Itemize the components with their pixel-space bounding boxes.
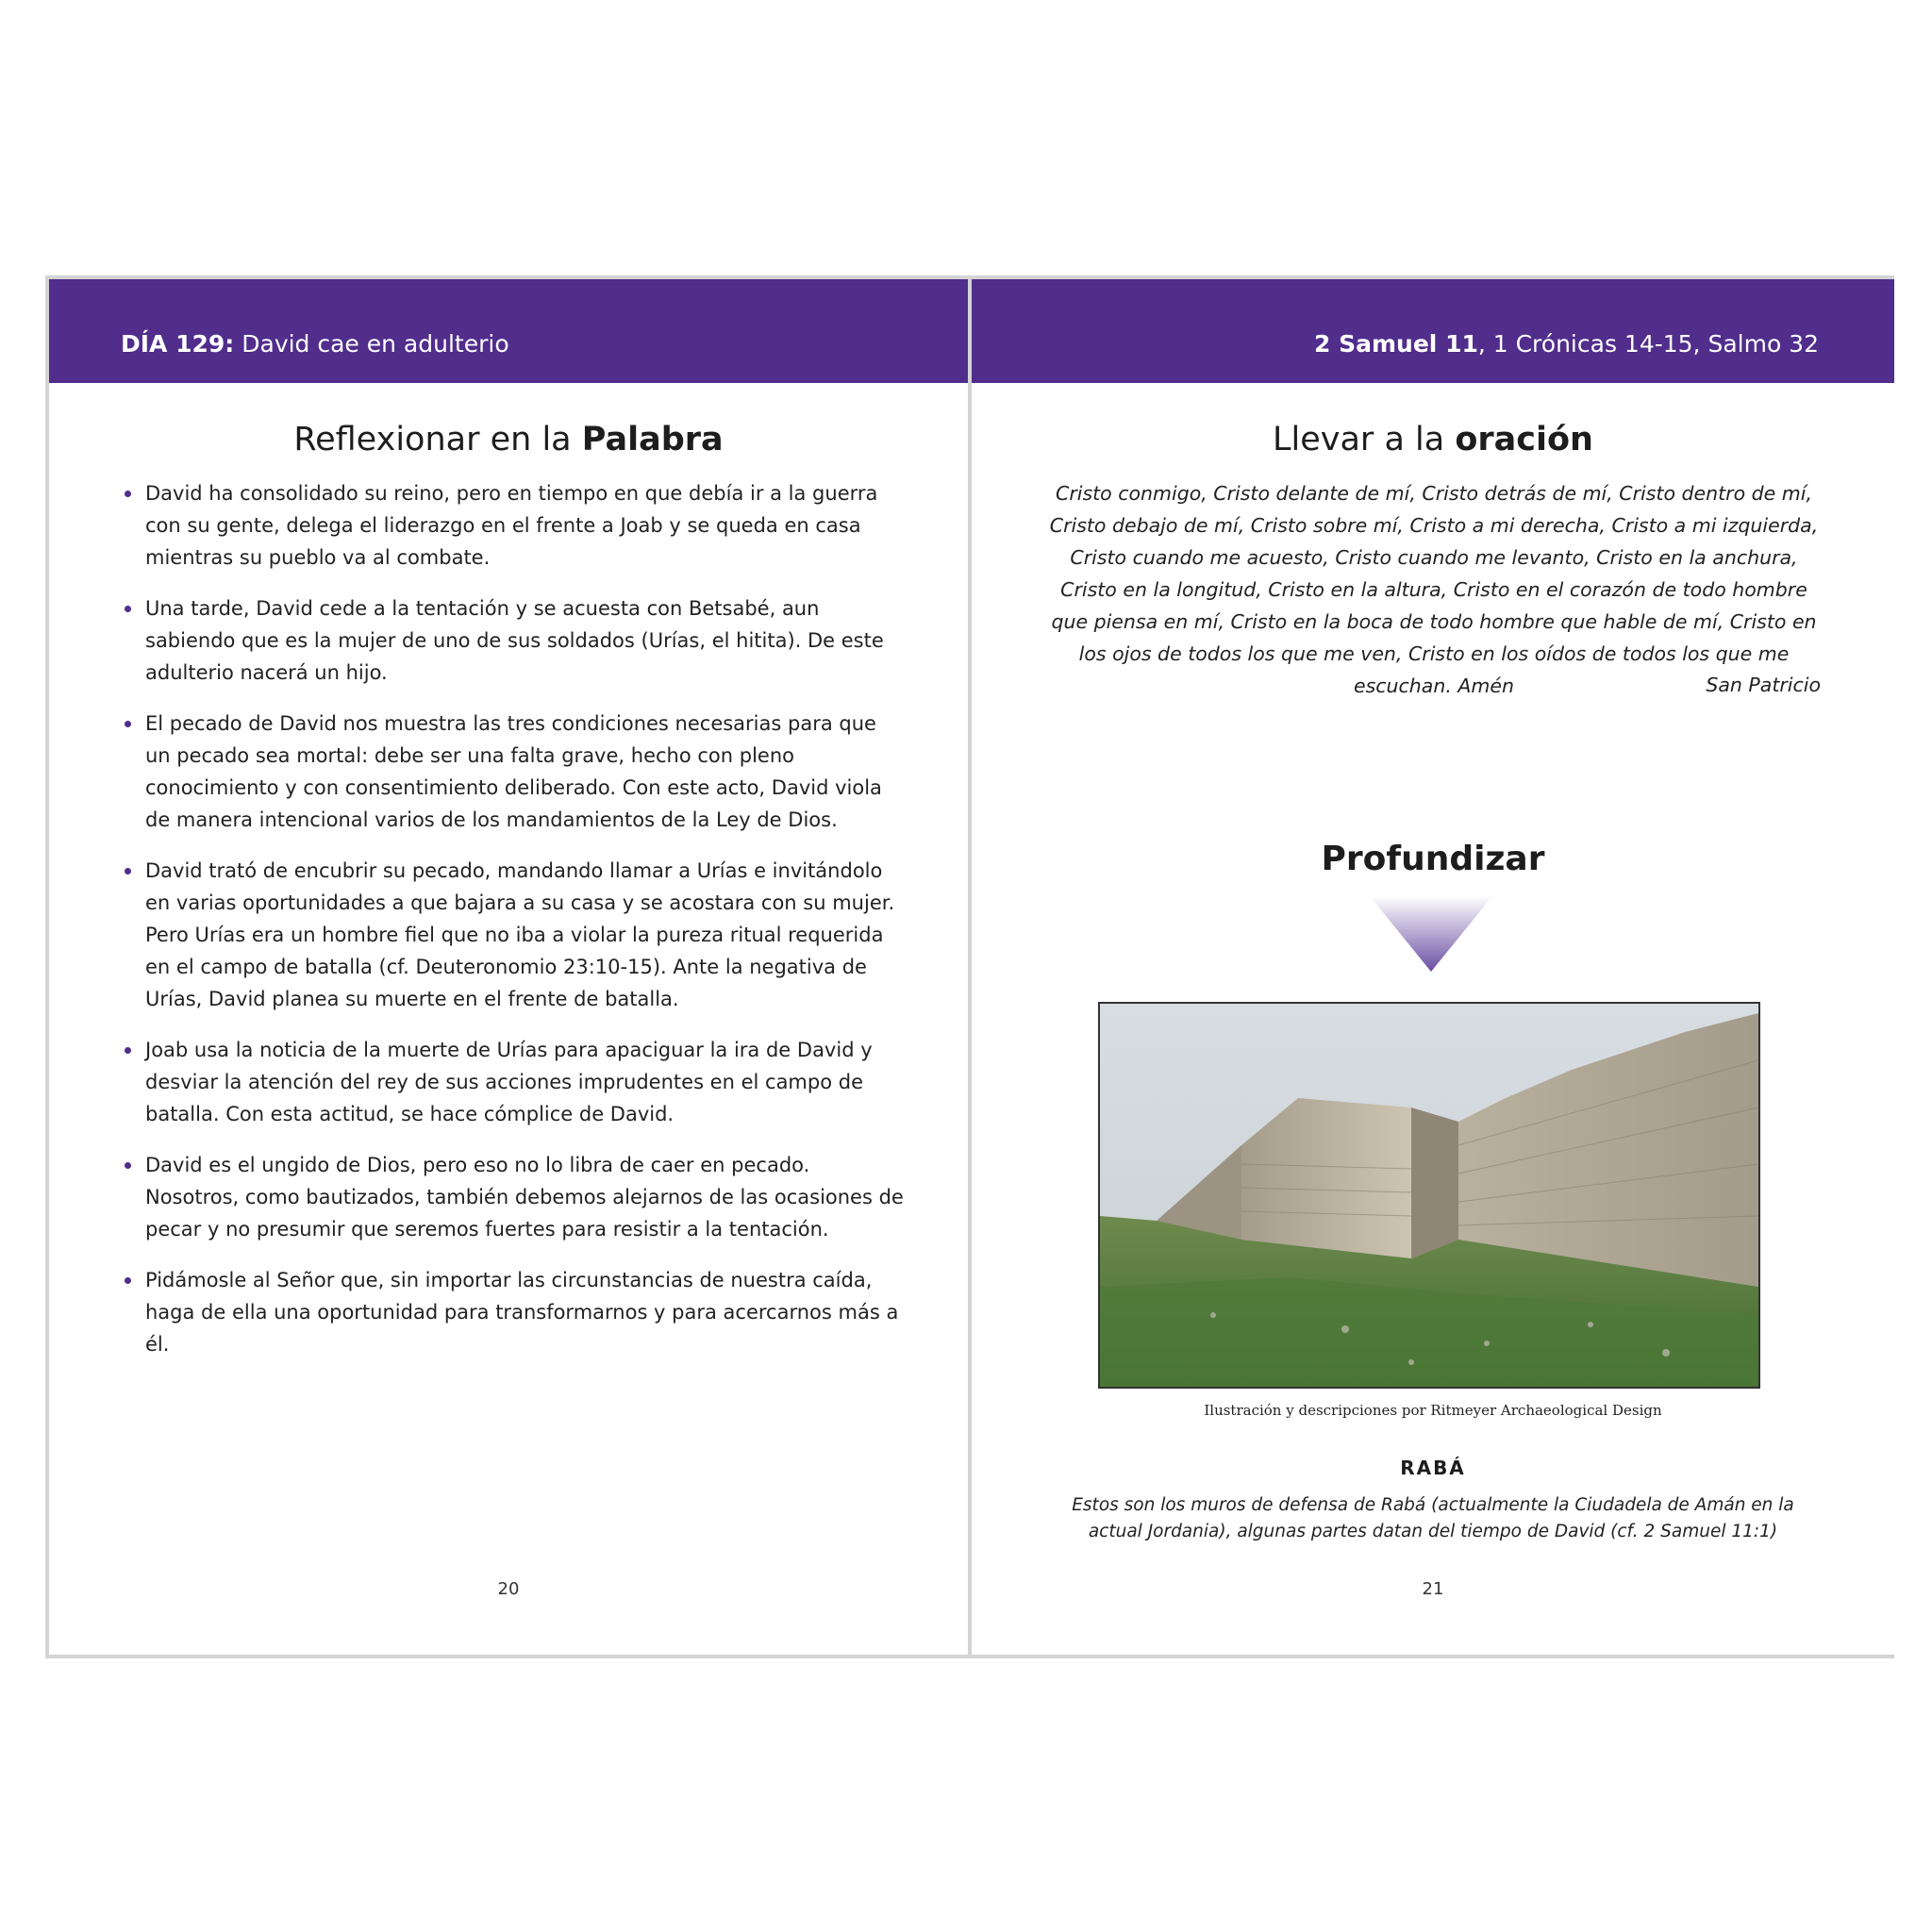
photo-credit: Ilustración y descripciones por Ritmeyer Archaeological Design	[1204, 1402, 1662, 1419]
reflect-title-light: Reflexionar en la	[293, 421, 582, 458]
down-triangle-icon	[1370, 896, 1492, 972]
reflect-title-bold: Palabra	[581, 421, 724, 458]
page-number-right: 21	[1422, 1579, 1444, 1599]
book-spread	[45, 275, 1894, 1658]
prayer-text: Cristo conmigo, Cristo delante de mí, Cristo detrás de mí, Cristo dentro de mí, Cristo debajo de mí, Cristo sobre mí, Cristo a mi derecha, Cristo a mi izquierda, Cristo cuando me acuesto, Cristo cuando me levanto, Cristo en la anchura, Cristo en la longitud, Cristo en la altura, Cristo en el corazón de todo hombre que piensa en mí, Cristo en la boca de todo hombre que hable de mí, Cristo en los ojos de todos los que me ven, Cristo en los oídos de todos los que me escuchan. Amén	[1049, 482, 1819, 697]
prayer-section-title	[972, 421, 1894, 458]
scripture-ref-bold: 2 Samuel 11	[1314, 329, 1478, 358]
day-title: David cae en adulterio	[234, 329, 509, 358]
photo-title: RABÁ	[1400, 1457, 1466, 1479]
left-page	[45, 275, 972, 1658]
page-number-left: 20	[497, 1579, 520, 1599]
scripture-ref-rest: , 1 Crónicas 14-15, Salmo 32	[1477, 329, 1819, 358]
left-header-band	[49, 279, 968, 383]
raba-walls-photo	[1098, 1002, 1760, 1389]
list-item: El pecado de David nos muestra las tres condiciones necesarias para que un pecado sea mortal: debe ser una falta grave, hecho con pleno conocimiento y con consentimiento deliberado. Con este acto, David viola de manera intencional varios de los mandamientos de la Ley de Dios.	[125, 708, 908, 836]
list-item: David es el ungido de Dios, pero eso no lo libra de caer en pecado. Nosotros, como bautizados, también debemos alejarnos de las ocasiones de pecar y no presumir que seremos fuertes para resistir a la tentación.	[125, 1149, 908, 1245]
list-item: Pidámosle al Señor que, sin importar las circunstancias de nuestra caída, haga de ella una oportunidad para transformarnos y para acercarnos más a él.	[125, 1264, 908, 1360]
prayer-author: San Patricio	[1706, 674, 1821, 696]
right-header-band	[972, 279, 1894, 383]
list-item: David trató de encubrir su pecado, mandando llamar a Urías e invitándolo en varias oportunidades a que bajara a su casa y se acostara con su mujer. Pero Urías era un hombre fiel que no iba a violar la pureza ritual requerida en el campo de batalla (cf. Deuteronomio 23:10-15). Ante la negativa de Urías, David planea su muerte en el frente de batalla.	[125, 855, 908, 1015]
prayer-title-bold: oración	[1455, 421, 1593, 458]
list-item: Joab usa la noticia de la muerte de Urías para apaciguar la ira de David y desviar la atención del rey de sus acciones imprudentes en el campo de batalla. Con esta actitud, se hace cómplice de David.	[125, 1034, 908, 1130]
list-item: David ha consolidado su reino, pero en tiempo en que debía ir a la guerra con su gente, delega el liderazgo en el frente a Joab y se queda en casa mientras su pueblo va al combate.	[125, 477, 908, 574]
deep-section-title: Profundizar	[1321, 840, 1545, 878]
right-page	[972, 275, 1894, 1658]
photo-description: Estos son los muros de defensa de Rabá (actualmente la Ciudadela de Amán en la actual Jordania), algunas partes datan del tiempo de David (cf. 2 Samuel 11:1)	[1072, 1495, 1794, 1541]
day-label: DÍA 129:	[121, 329, 235, 358]
reflect-section-title	[49, 421, 968, 458]
prayer-title-light: Llevar a la	[1273, 421, 1456, 458]
reflection-list	[125, 477, 908, 1379]
list-item: Una tarde, David cede a la tentación y se acuesta con Betsabé, aun sabiendo que es la mujer de uno de sus soldados (Urías, el hitita). De este adulterio nacerá un hijo.	[125, 592, 908, 689]
